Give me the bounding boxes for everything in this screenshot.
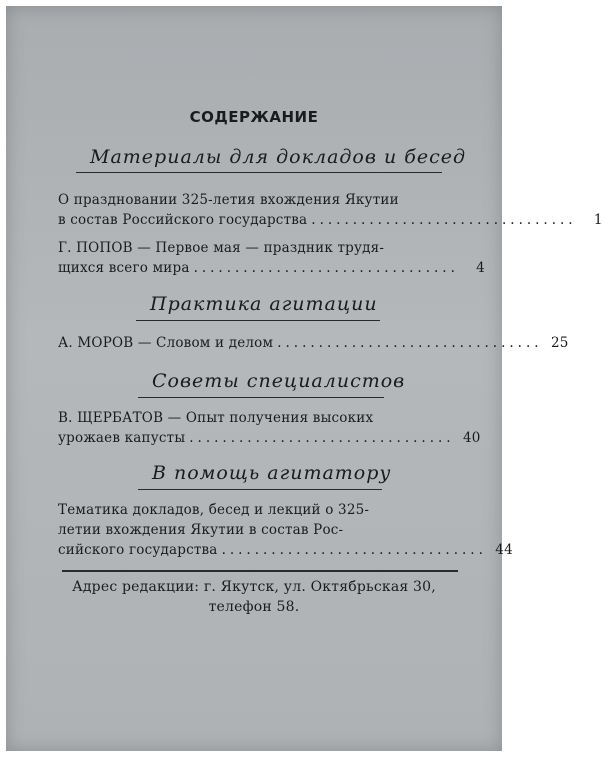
address-phone: телефон 58. <box>208 599 300 615</box>
entry-text: сийского государства <box>58 542 218 558</box>
entry-text: в состав Российского государства <box>58 212 308 228</box>
section-rule <box>76 172 442 173</box>
section-heading-practice: Практика агитации <box>150 293 378 315</box>
section-heading-advice: Советы специалистов <box>152 370 406 392</box>
toc-entry[interactable] <box>58 500 513 560</box>
entry-text: летии вхождения Якутии в состав Рос- <box>58 522 344 538</box>
dot-leader: ................................ <box>189 430 455 446</box>
section-rule <box>136 320 380 321</box>
dot-leader: ................................ <box>193 260 459 276</box>
entry-text: щихся всего мира <box>58 260 190 276</box>
entry-text: Г. ПОПОВ — Первое мая — праздник трудя- <box>58 240 385 256</box>
toc-entry[interactable] <box>58 408 481 448</box>
entry-text: О праздновании 325-летия вхождения Якутии <box>58 192 399 208</box>
entry-text: А. МОРОВ — Словом и делом <box>58 335 274 351</box>
entry-text: урожаев капусты <box>58 430 186 446</box>
page-number: 40 <box>463 430 481 446</box>
toc-entry[interactable] <box>58 190 603 230</box>
page-title: СОДЕРЖАНИЕ <box>189 108 319 126</box>
page-number: 4 <box>476 260 485 276</box>
page-number: 25 <box>550 335 569 351</box>
section-rule <box>138 489 382 490</box>
section-heading-materials: Материалы для докладов и бесед <box>90 146 467 168</box>
section-rule <box>138 397 384 398</box>
dot-leader: ................................ <box>311 212 577 228</box>
entry-text: Тематика докладов, бесед и лекций о 325- <box>58 502 370 518</box>
page-number: 44 <box>495 542 513 558</box>
section-heading-help: В помощь агитатору <box>152 462 392 484</box>
editorial-address <box>0 577 508 617</box>
entry-text: В. ЩЕРБАТОВ — Опыт получения высоких <box>58 410 374 426</box>
toc-entry[interactable] <box>58 238 485 278</box>
address-rule <box>62 570 458 572</box>
address-line: Адрес редакции: г. Якутск, ул. Октябрьская 30, <box>72 579 436 595</box>
dot-leader: ................................ <box>277 335 543 351</box>
toc-entry[interactable] <box>58 333 569 353</box>
dot-leader: ................................ <box>221 542 487 558</box>
page-number: 1 <box>593 212 603 228</box>
